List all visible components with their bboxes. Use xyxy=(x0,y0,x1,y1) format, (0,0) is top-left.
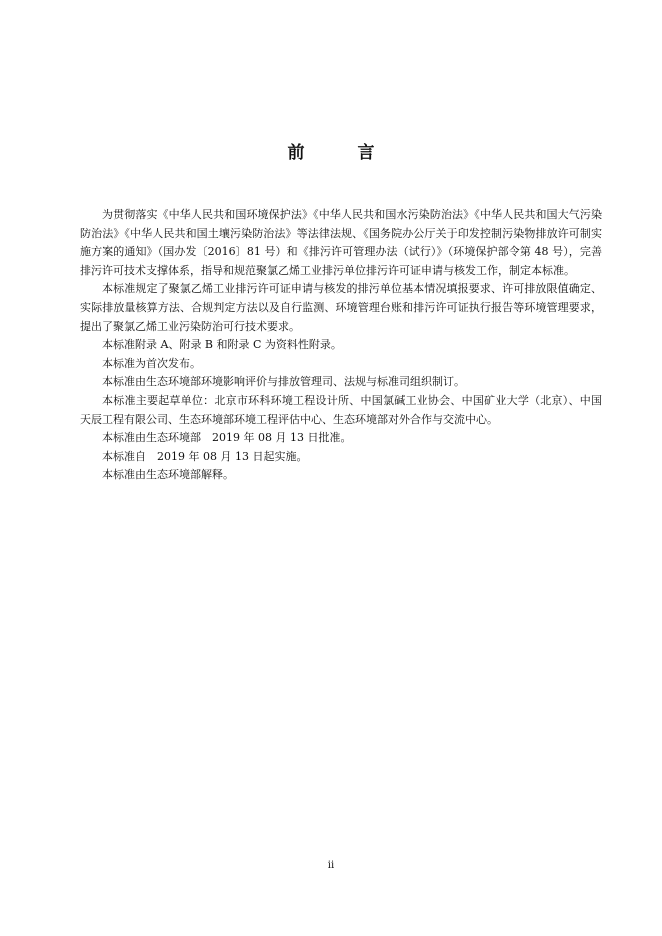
paragraph: 本标准附录 A、附录 B 和附录 C 为资料性附录。 xyxy=(102,338,342,352)
page-number: ii xyxy=(327,860,335,871)
paragraph: 为贯彻落实《中华人民共和国环境保护法》《中华人民共和国水污染防治法》《中华人民共和国大气污染防治法》《中华人民共和国土壤污染防治法》等法律法规、《国务院办公厅关于印发控制污染物排放许可制实施方案的通知》（国办发〔2016〕81 号）和《排污许可管理办法（试行）》（环境保护部令第 48 号），完善排污许可技术支撑体系，指导和规范聚氯乙烯工业排污单位排污许可证申请与核发工作，制定本标准。 xyxy=(80,208,602,277)
paragraph: 本标准自 2019 年 08 月 13 日起实施。 xyxy=(102,449,308,463)
paragraph: 本标准由生态环境部解释。 xyxy=(102,468,234,482)
document-body xyxy=(80,206,602,485)
paragraph: 本标准由生态环境部环境影响评价与排放管理司、法规与标准司组织制订。 xyxy=(102,375,465,389)
paragraph: 本标准规定了聚氯乙烯工业排污许可证申请与核发的排污单位基本情况填报要求、许可排放限值确定、实际排放量核算方法、合规判定方法以及自行监测、环境管理台账和排污许可证执行报告等环境管理要求，提出了聚氯乙烯工业污染防治可行技术要求。 xyxy=(80,282,602,333)
paragraph: 本标准主要起草单位：北京市环科环境工程设计所、中国氯碱工业协会、中国矿业大学（北京）、中国天辰工程有限公司、生态环境部环境工程评估中心、生态环境部对外合作与交流中心。 xyxy=(80,393,602,426)
page-title: 前 言 xyxy=(287,143,393,163)
paragraph: 本标准为首次发布。 xyxy=(102,356,201,370)
paragraph: 本标准由生态环境部 2019 年 08 月 13 日批准。 xyxy=(102,431,352,445)
